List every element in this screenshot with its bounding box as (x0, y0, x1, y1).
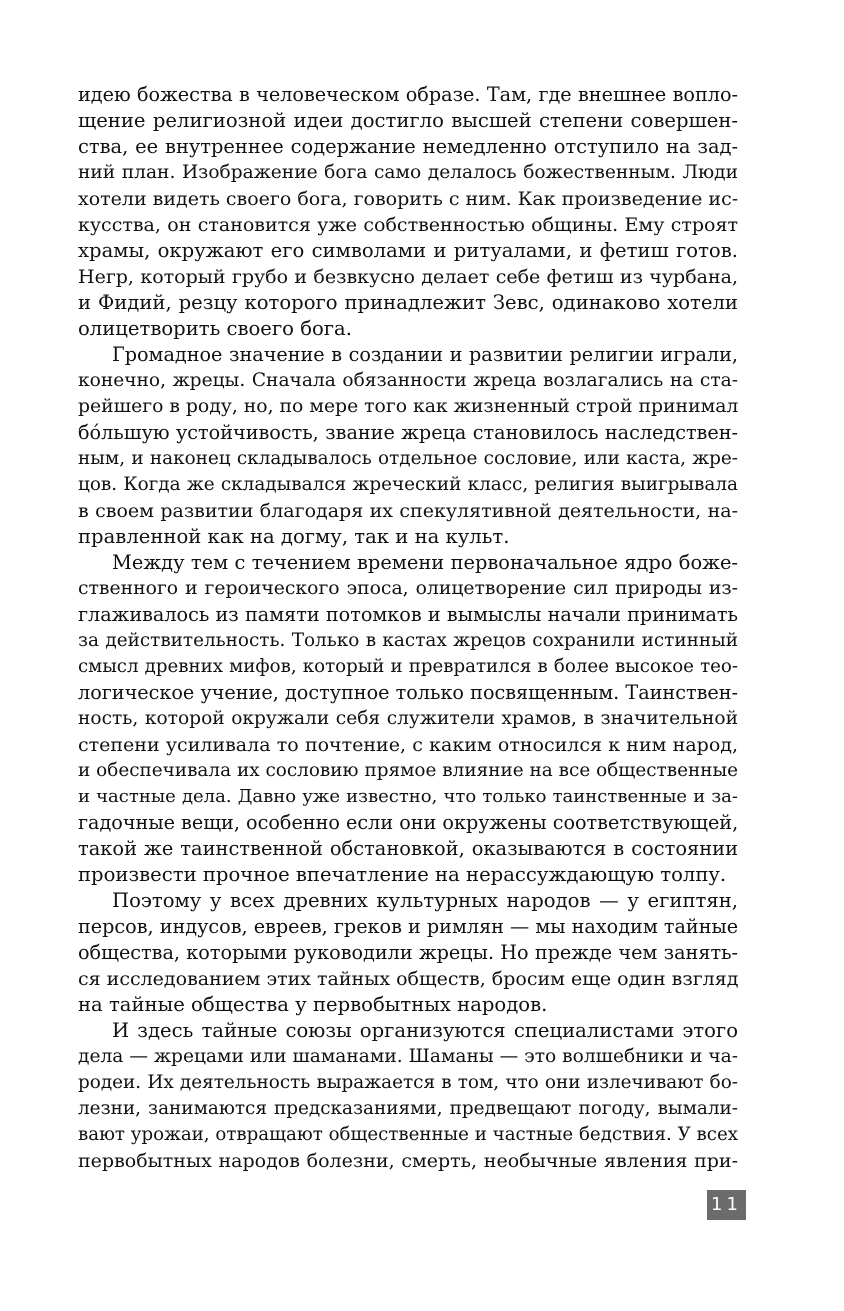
text-line: в своем развитии благодаря их спекулятивной деятельности, на- (78, 500, 738, 522)
text-line: и Фидий, резцу которого принадлежит Зевс, одинаково хотели (78, 291, 738, 314)
page-body (78, 82, 738, 1174)
text-line: ственного и героического эпоса, олицетворение сил природы из- (78, 578, 738, 599)
text-line: кусства, он становится уже собственностью общины. Ему строят (78, 214, 738, 236)
text-line: смысл древних мифов, который и превратился в более высокое тео- (78, 656, 738, 677)
text-line: правленной как на догму, так и на культ. (78, 525, 510, 548)
text-line: идею божества в человеческом образе. Там, где внешнее вопло- (78, 83, 738, 106)
page-number: 11 (707, 1190, 746, 1220)
text-line: Поэтому у всех древних культурных народов — у египтян, (112, 889, 738, 912)
text-line: Негр, который грубо и безвкусно делает себе фетиш из чурбана, (78, 266, 738, 288)
text-line: логическое учение, доступное только посвященным. Таинствен- (78, 681, 738, 704)
text-line: бо́льшую устойчивость, звание жреца становилось наследствен- (78, 421, 738, 444)
text-line: рейшего в роду, но, по мере того как жизненный строй принимал (78, 396, 739, 417)
text-line: общества, которыми руководили жрецы. Но прежде чем занять- (78, 941, 738, 964)
text-line: родеи. Их деятельность выражается в том, что они излечивают бо- (78, 1072, 738, 1093)
text-line: хотели видеть своего бога, говорить с ним. Как произведение ис- (78, 188, 739, 210)
text-line: щение религиозной идеи достигло высшей степени совершен- (78, 109, 738, 132)
text-line: дела — жрецами или шаманами. Шаманы — это волшебники и ча- (78, 1046, 738, 1067)
text-line: конечно, жрецы. Сначала обязанности жреца возлагались на ста- (78, 370, 738, 391)
text-line: И здесь тайные союзы организуются специалистами этого (112, 1019, 738, 1042)
text-line: степени усиливала то почтение, с каким относился к ним народ, (78, 734, 738, 756)
text-line: ства, ее внутреннее содержание немедленно отступило на зад- (78, 135, 738, 158)
text-line: цов. Когда же складывался жреческий класс, религия выигрывала (78, 474, 738, 495)
text-line: олицетворить своего бога. (78, 317, 352, 340)
text-line: первобытных народов болезни, смерть, необычные явления при- (78, 1150, 738, 1172)
text-line: ся исследованием этих тайных обществ, бросим еще один взгляд (78, 968, 739, 990)
text-line: ний план. Изображение бога само делалось божественным. Люди (78, 162, 738, 183)
text-line: вают урожаи, отвращают общественные и частные бедствия. У всех (78, 1124, 738, 1145)
text-line: такой же таинственной обстановкой, оказываются в состоянии (78, 837, 738, 860)
text-line: храмы, окружают его символами и ритуалами, и фетиш готов. (78, 239, 738, 262)
text-line: персов, индусов, евреев, греков и римлян — мы находим тайные (78, 915, 739, 938)
text-line: за действительность. Только в кастах жрецов сохранили истинный (78, 630, 738, 651)
text-line: на тайные общества у первобытных народов. (78, 993, 548, 1016)
text-line: Громадное значение в создании и развитии религии играли, (112, 343, 738, 366)
text-line: ным, и наконец складывалось отдельное сословие, или каста, жре- (78, 448, 738, 469)
text-line: гадочные вещи, особенно если они окружены соответствующей, (78, 811, 739, 834)
text-line: и частные дела. Давно уже известно, что только таинственные и за- (78, 786, 738, 807)
text-line: лезни, занимаются предсказаниями, предвещают погоду, вымали- (78, 1098, 738, 1119)
text-line: и обеспечивала их сословию прямое влияние на все общественные (78, 760, 738, 781)
text-line: Между тем с течением времени первоначальное ядро боже- (112, 551, 738, 574)
text-line: глаживалось из памяти потомков и вымыслы начали принимать (78, 603, 738, 626)
text-line: произвести прочное впечатление на нерассуждающую толпу. (78, 863, 727, 886)
text-line: ность, которой окружали себя служители храмов, в значительной (78, 708, 738, 729)
